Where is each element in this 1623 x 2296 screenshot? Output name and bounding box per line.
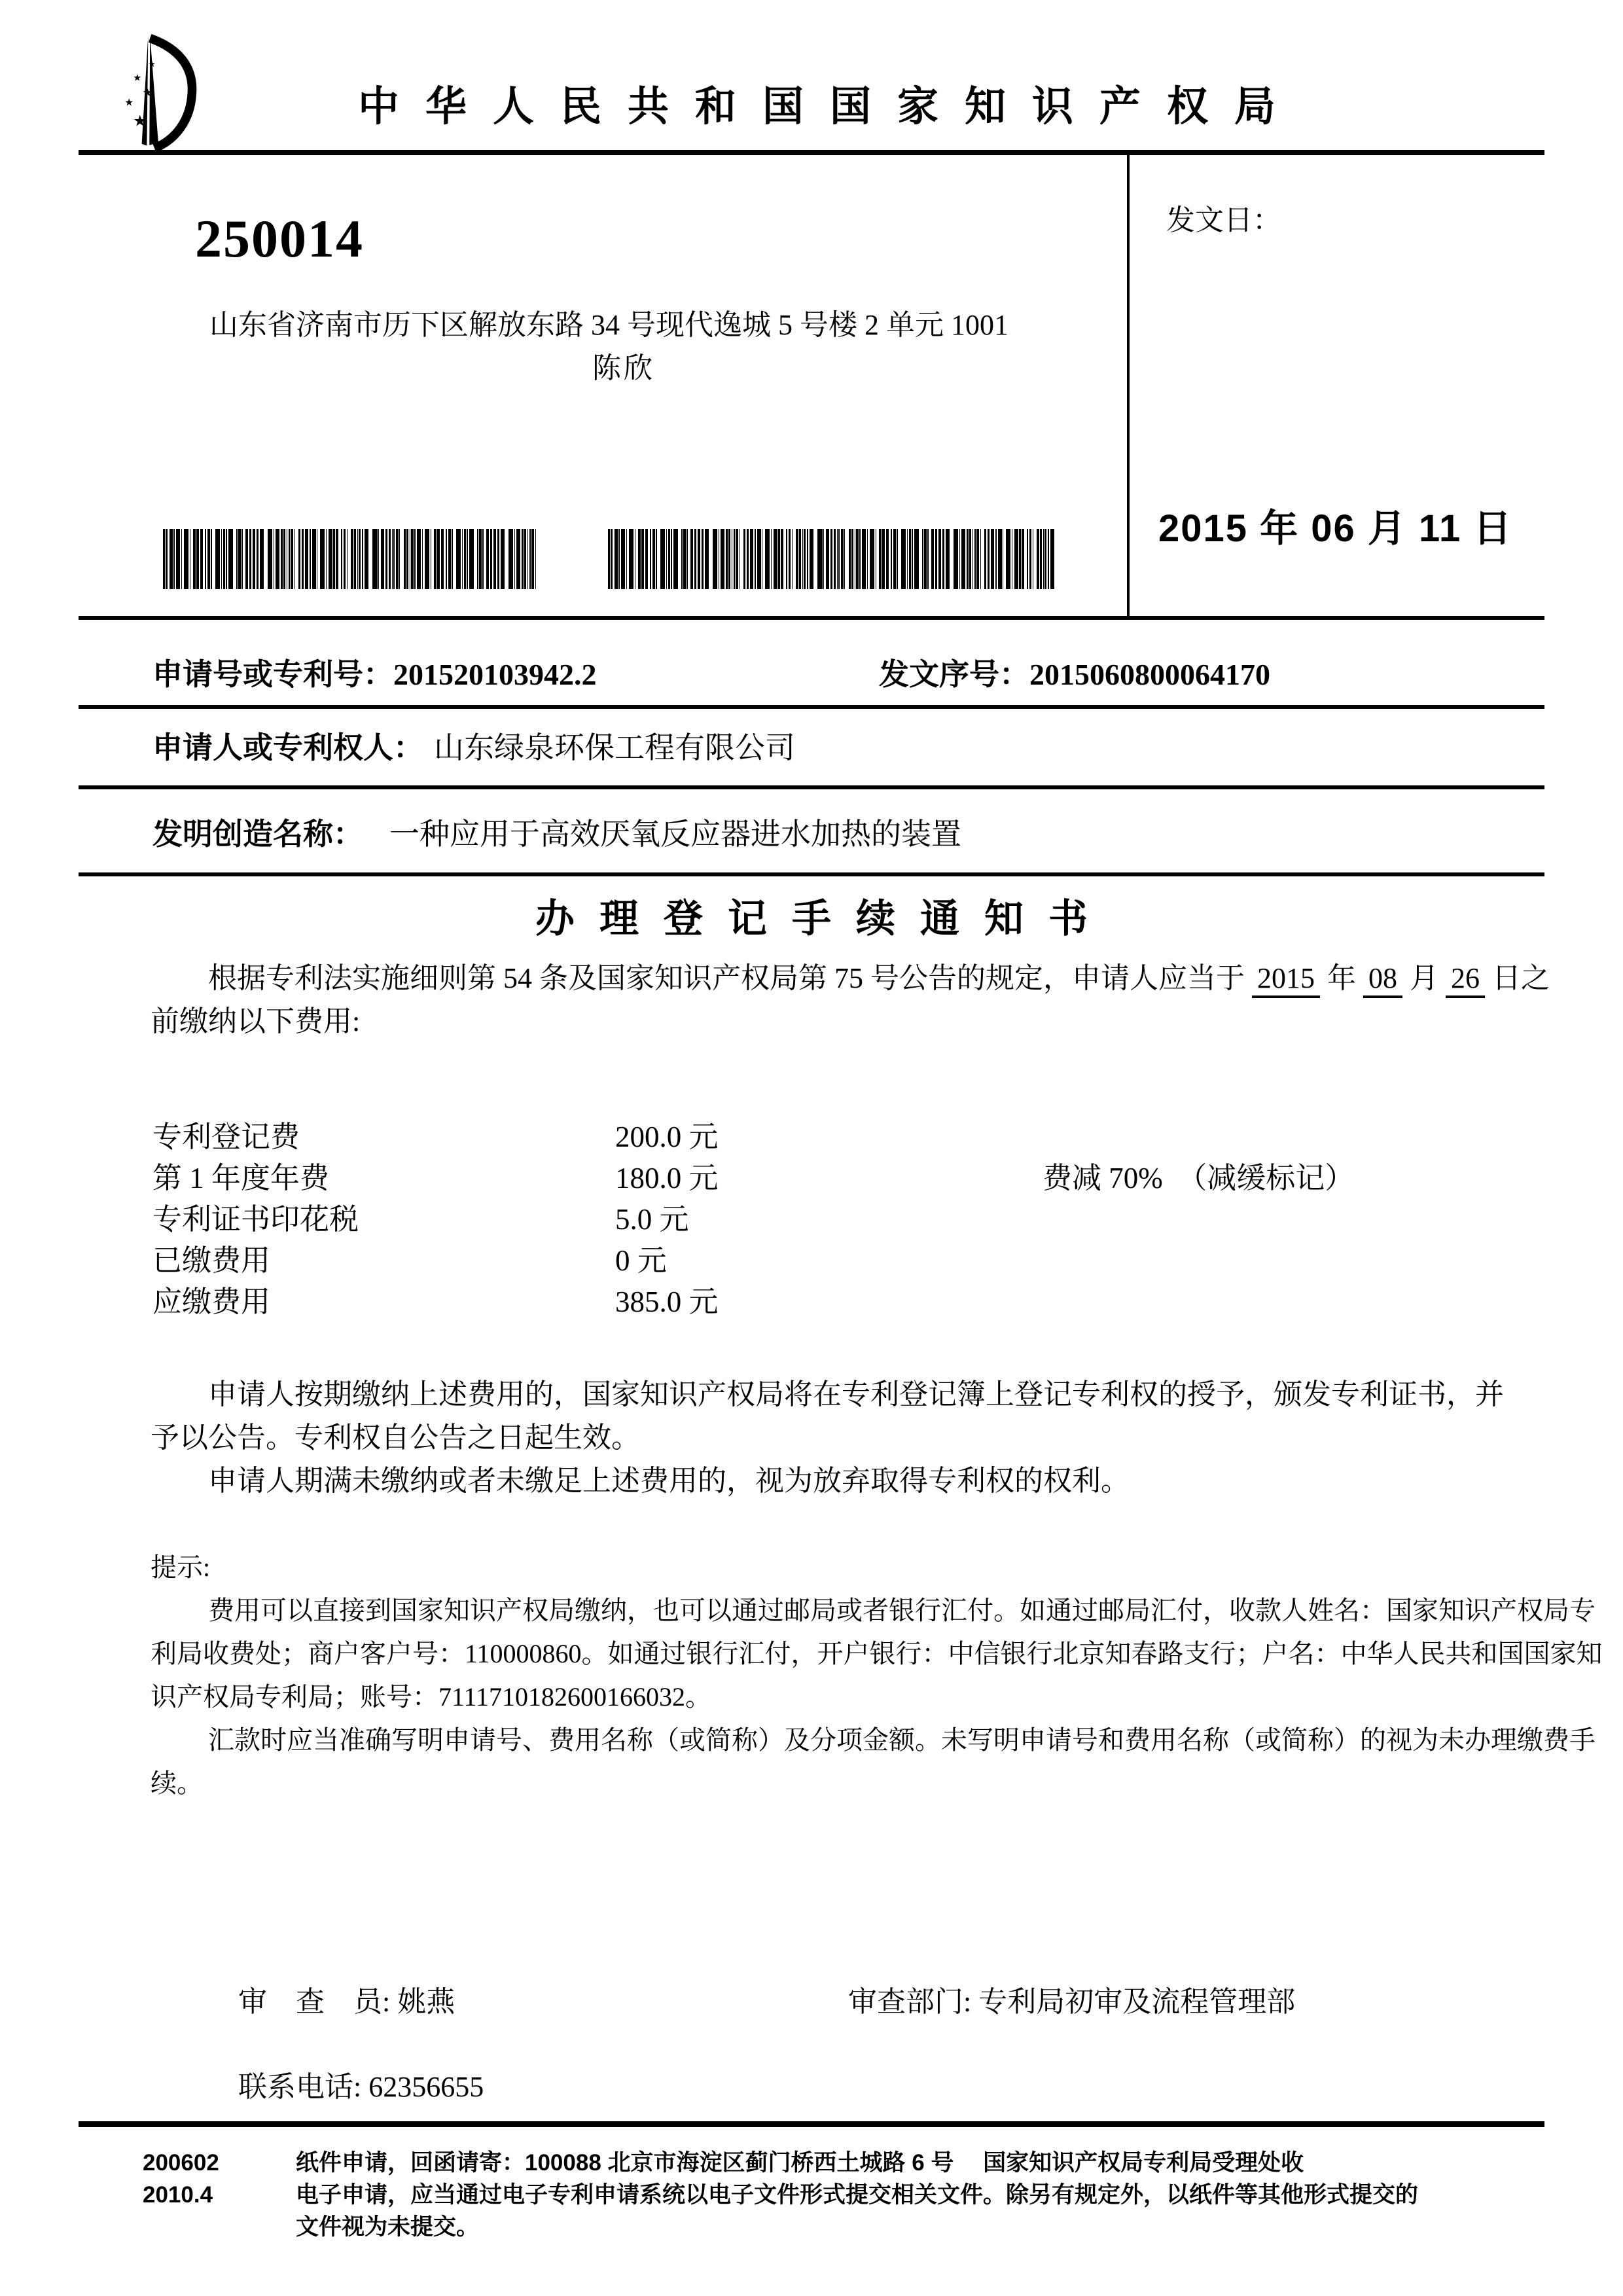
fee-label: 应缴费用: [152, 1285, 271, 1318]
footer-divider: [79, 2121, 1544, 2127]
section-divider: [79, 785, 1544, 789]
tips-remittance-line-2: 续。: [151, 1768, 203, 1798]
department-row: [848, 1978, 1295, 2020]
applicant-row: [152, 724, 795, 767]
fee-label: 专利证书印花税: [152, 1203, 359, 1236]
svg-text:★: ★: [142, 85, 153, 99]
agency-title: 中华人民共和国国家知识产权局: [358, 84, 1302, 130]
tips-section: [151, 1546, 1603, 1805]
svg-text:★: ★: [148, 60, 156, 69]
footer-paper-filing-line: 纸件申请，回函请寄：100088 北京市海淀区蓟门桥西土城路 6 号 国家知识产权局专利局受理处收: [296, 2150, 1304, 2176]
section-divider: [79, 705, 1544, 709]
tips-payment-line-2: 利局收费处；商户客户号：110000860。如通过银行汇付，开户银行：中信银行北京知春路支行；户名：中华人民共和国国家知: [151, 1639, 1603, 1668]
footer-form-version: 2010.4: [143, 2182, 213, 2208]
fee-row-due: [152, 1278, 1553, 1319]
fee-amount: 180.0 元: [615, 1162, 719, 1194]
contact-phone-row: [238, 2063, 484, 2105]
contact-phone-label: 联系电话:: [238, 2071, 362, 2103]
application-number-value: 201520103942.2: [393, 658, 597, 691]
header-divider: [79, 150, 1544, 155]
fee-reduction-note: 费减 70% （减缓标记）: [1043, 1162, 1355, 1194]
footer-electronic-filing-line-1: 电子申请，应当通过电子专利申请系统以电子文件形式提交相关文件。除另有规定外，以纸件等其他形式提交的: [296, 2182, 1419, 2208]
year-unit: 年: [1327, 962, 1356, 994]
footer-electronic-filing-line-2: 文件视为未提交。: [296, 2214, 480, 2240]
grant-paragraph-line-2: 予以公告。专利权自公告之日起生效。: [151, 1422, 640, 1454]
invention-title-value: 一种应用于高效厌氧反应器进水加热的装置: [389, 817, 961, 851]
issue-date-value: 2015 年 06 月 11 日: [1158, 507, 1513, 550]
deadline-year: 2015: [1252, 962, 1320, 998]
applicant-label: 申请人或专利权人：: [152, 731, 423, 764]
issue-date-box-border: [1127, 152, 1130, 618]
fee-amount: 5.0 元: [615, 1203, 689, 1236]
grant-paragraph-line-1: 申请人按期缴纳上述费用的，国家知识产权局将在专利登记簿上登记专利权的授予，颁发专利证书，并: [208, 1378, 1504, 1410]
tips-label: 提示:: [151, 1552, 211, 1582]
deadline-month: 08: [1363, 962, 1402, 998]
examiner-label: 审 查 员:: [238, 1986, 391, 2018]
svg-text:★: ★: [133, 73, 142, 84]
svg-text:★: ★: [133, 113, 147, 130]
footer-instructions: [296, 2147, 1493, 2243]
fee-row-paid: [152, 1236, 1553, 1278]
fee-row-annual: [152, 1154, 1553, 1195]
examiner-name: 姚燕: [397, 1986, 455, 2018]
intro-suffix: 日之: [1492, 962, 1550, 994]
application-number-label: 申请号或专利号：: [152, 658, 393, 691]
serial-number-label: 发文序号：: [879, 658, 1029, 691]
sipo-logo-icon: [110, 30, 224, 154]
tips-remittance-line-1: 汇款时应当准确写明申请号、费用名称（或简称）及分项金额。未写明申请号和费用名称（或简称）的视为未办理缴费手: [208, 1725, 1596, 1755]
fee-table: [152, 1113, 1553, 1319]
recipient-postcode: 250014: [195, 209, 364, 268]
footer-form-code: 200602: [143, 2150, 219, 2176]
tips-payment-line-3: 识产权局专利局；账号：7111710182600166032。: [151, 1682, 712, 1712]
invention-title-row: [152, 810, 961, 853]
fee-label: 已缴费用: [152, 1244, 271, 1277]
fee-amount: 200.0 元: [615, 1121, 719, 1153]
intro-line-1: [151, 957, 1554, 1000]
invention-title-label: 发明创造名称：: [152, 817, 363, 851]
notice-title: 办理登记手续通知书: [535, 897, 1113, 941]
intro-line-2: 前缴纳以下费用:: [151, 1005, 361, 1037]
body-paragraphs: [151, 1373, 1554, 1503]
serial-number-row: [879, 651, 1270, 694]
fee-amount: 0 元: [615, 1244, 667, 1277]
issue-date-label: 发文日：: [1166, 204, 1281, 236]
intro-prefix: 根据专利法实施细则第 54 条及国家知识产权局第 75 号公告的规定，申请人应当于: [208, 962, 1245, 994]
deadline-day: 26: [1446, 962, 1485, 998]
recipient-name: 陈欣: [592, 352, 655, 384]
fee-label: 专利登记费: [152, 1121, 300, 1153]
examiner-row: [238, 1978, 455, 2020]
barcode-serial-number: [608, 529, 1056, 589]
tips-payment-line-1: 费用可以直接到国家知识产权局缴纳，也可以通过邮局或者银行汇付。如通过邮局汇付，收款人姓名：国家知识产权局专: [208, 1596, 1596, 1625]
recipient-address: 山东省济南市历下区解放东路 34 号现代逸城 5 号楼 2 单元 1001: [209, 309, 1008, 341]
applicant-value: 山东绿泉环保工程有限公司: [434, 731, 795, 764]
section-divider: [79, 872, 1544, 876]
fee-label: 第 1 年度年费: [152, 1162, 330, 1194]
department-label: 审查部门:: [848, 1986, 972, 2018]
fee-amount: 385.0 元: [615, 1285, 719, 1318]
fee-row-registration: [152, 1113, 1553, 1154]
month-unit: 月: [1410, 962, 1438, 994]
fee-row-stamp-tax: [152, 1195, 1553, 1236]
serial-number-value: 2015060800064170: [1029, 658, 1270, 691]
department-name: 专利局初审及流程管理部: [978, 1986, 1296, 2018]
svg-text:★: ★: [124, 97, 134, 109]
section-divider: [79, 616, 1544, 620]
barcode-application-number: [163, 529, 537, 589]
forfeit-paragraph: 申请人期满未缴纳或者未缴足上述费用的，视为放弃取得专利权的权利。: [208, 1465, 1130, 1497]
intro-paragraph: [151, 957, 1554, 1043]
footer-form-codes: [143, 2147, 219, 2211]
application-number-row: [152, 651, 597, 694]
contact-phone-number: 62356655: [368, 2071, 484, 2103]
